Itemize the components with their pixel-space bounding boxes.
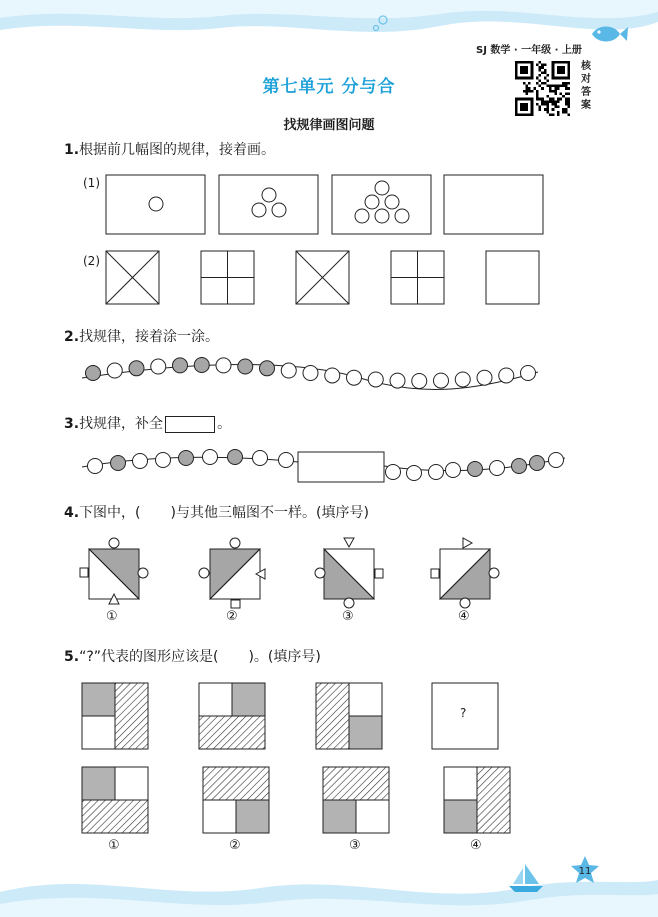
- question-text: “?”代表的图形应该是(: [79, 649, 219, 665]
- question-number: 1.: [64, 142, 80, 158]
- option-label-1: ①: [108, 838, 120, 853]
- option-label-2: ②: [226, 609, 238, 624]
- question-text: 找规律，接着涂一涂。: [79, 329, 220, 345]
- question-text: 根据前几幅图的规律，接着画。: [79, 142, 276, 158]
- question-mark: ?: [460, 706, 467, 720]
- question-number: 3.: [64, 416, 80, 432]
- question-number: 5.: [64, 649, 80, 665]
- row-tag: (2): [83, 254, 100, 268]
- section-title: 找规律画图问题: [283, 118, 375, 133]
- book-label: SJ 数学 · 一年级 · 上册: [476, 45, 582, 56]
- question-text-end: )与其他三幅图不一样。(填序号): [170, 505, 369, 521]
- question-text: 找规律，补全: [79, 416, 164, 432]
- question-number: 2.: [64, 329, 80, 345]
- option-label-1: ①: [106, 609, 118, 624]
- option-label-4: ④: [458, 609, 470, 624]
- footer-wave: [0, 862, 658, 917]
- boat-icon: [505, 862, 545, 894]
- question-text-end: )。(填序号): [248, 649, 321, 665]
- unit-title: 第七单元 分与合: [262, 77, 396, 97]
- option-label-3: ③: [342, 609, 354, 624]
- row-tag: (1): [83, 176, 100, 190]
- question-number: 4.: [64, 505, 80, 521]
- option-label-3: ③: [349, 838, 361, 853]
- page-number: 11: [578, 866, 592, 877]
- option-label-2: ②: [229, 838, 241, 853]
- option-label-4: ④: [470, 838, 482, 853]
- question-text-end: 。: [217, 416, 232, 432]
- question-text: 下图中，(: [79, 505, 141, 521]
- qr-label: 核对答案: [581, 61, 591, 111]
